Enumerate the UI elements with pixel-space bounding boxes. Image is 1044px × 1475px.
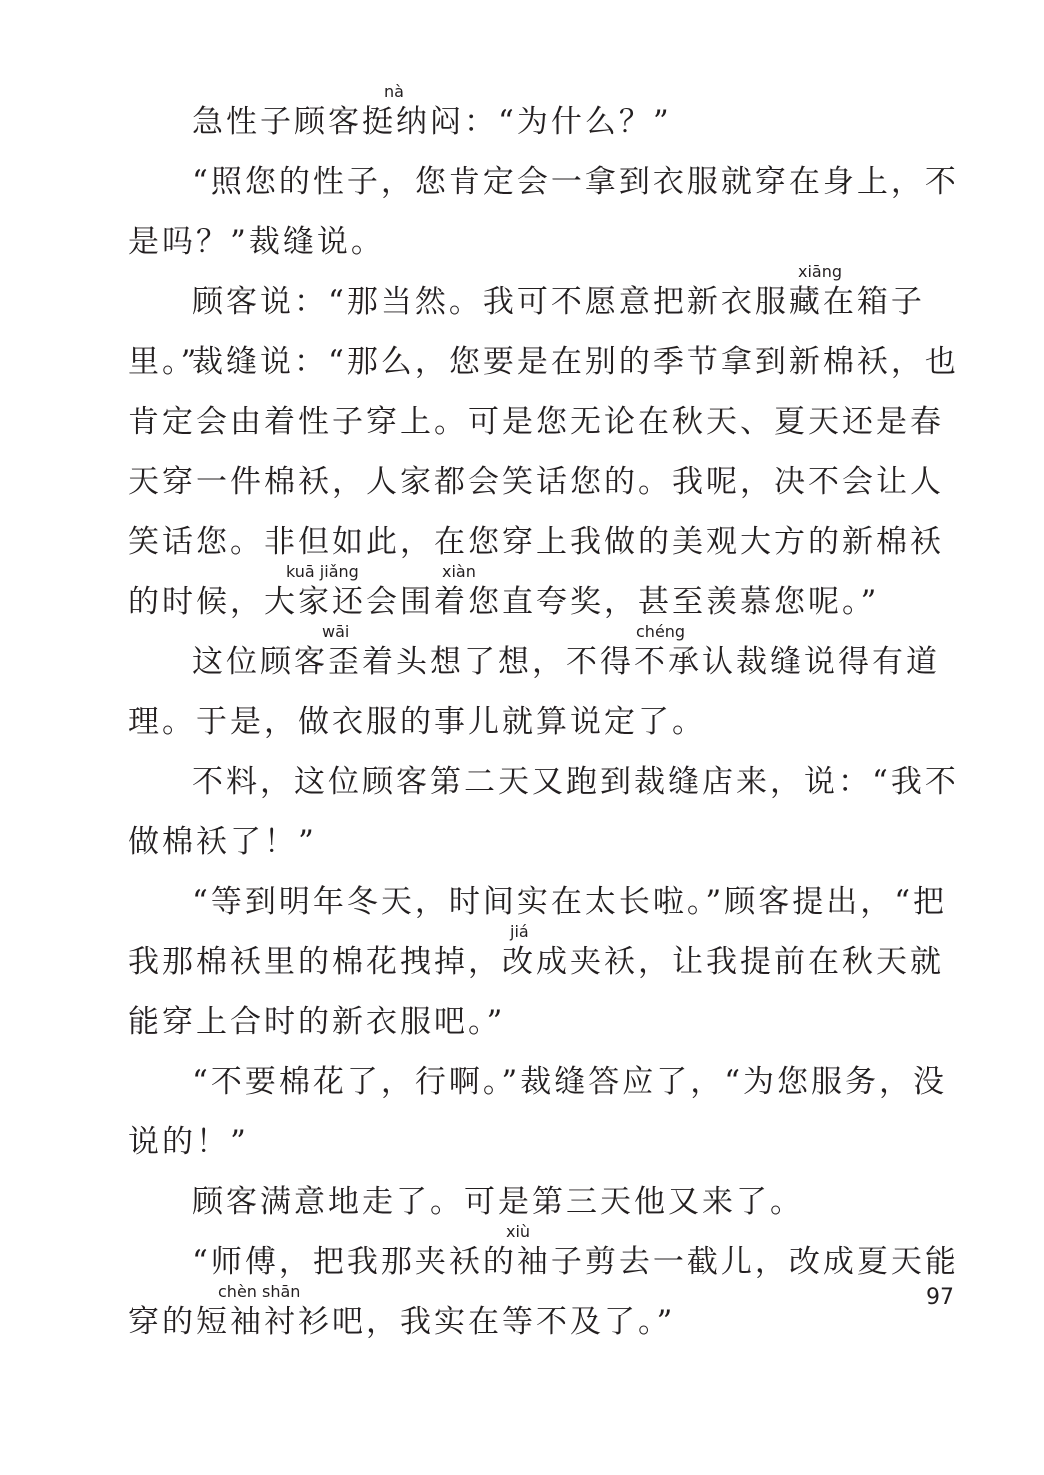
paragraph-5: 这位顾客歪着头想了想，不得不承认裁缝说得有道理。于是，做衣服的事儿就算说定了。 <box>128 644 940 740</box>
pinyin-cheng: chéng <box>636 622 686 641</box>
paragraph-7: “等到明年冬天，时间实在太长啦。”顾客提出，“把我那棉袄里的棉花拽掉，改成夹袄，让我提前在秋天就能穿上合时的新衣服吧。” <box>128 884 948 1040</box>
pinyin-xiang: xiāng <box>798 262 843 281</box>
paragraph-8: “不要棉花了，行啊。”裁缝答应了，“为您服务，没说的！” <box>128 1064 948 1160</box>
paragraph-9: 顾客满意地走了。可是第三天他又来了。 <box>192 1184 804 1220</box>
pinyin-wai: wāi <box>322 622 350 641</box>
pinyin-kuajiang: kuā jiǎng <box>286 562 359 581</box>
pinyin-jia: jiá <box>510 922 529 941</box>
pinyin-na: nà <box>384 82 404 101</box>
pinyin-chenshan: chèn shān <box>218 1282 301 1301</box>
paragraph-6: 不料，这位顾客第二天又跑到裁缝店来，说：“我不做棉袄了！” <box>128 764 959 860</box>
pinyin-xian: xiàn <box>442 562 476 581</box>
paragraph-4: 裁缝说：“那么，您要是在别的季节拿到新棉袄，也肯定会由着性子穿上。可是您无论在秋天、夏天还是春天穿一件棉袄，人家都会笑话您的。我呢，决不会让人笑话您。非但如此，在您穿上我做的美观大方的新棉袄的时候，大家还会围着您直夸奖，甚至羡慕您呢。” <box>128 344 959 620</box>
page-number: 97 <box>926 1285 954 1310</box>
pinyin-xiu: xiù <box>506 1222 531 1241</box>
paragraph-2: “照您的性子，您肯定会一拿到衣服就穿在身上，不是吗？”裁缝说。 <box>128 164 959 260</box>
paragraph-3: 顾客说：“那当然。我可不愿意把新衣服藏在箱子里。” <box>128 284 925 380</box>
paragraph-10: “师傅，把我那夹袄的袖子剪去一截儿，改成夏天能穿的短袖衬衫吧，我实在等不及了。” <box>128 1244 959 1340</box>
paragraph-1: 急性子顾客挺纳闷：“为什么？” <box>192 104 672 140</box>
